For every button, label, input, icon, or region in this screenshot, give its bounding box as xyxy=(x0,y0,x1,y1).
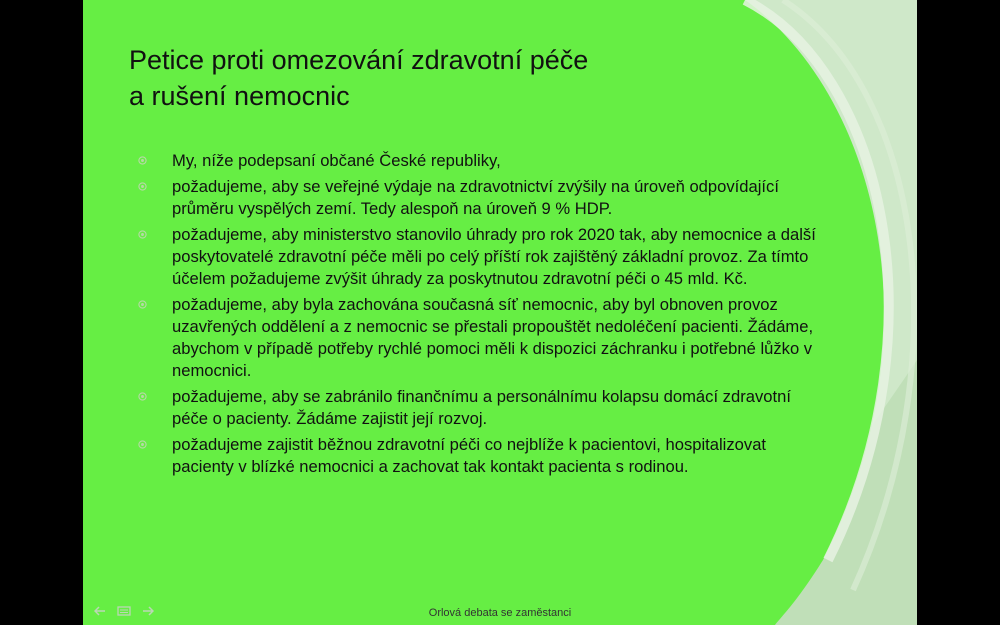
bullet-item xyxy=(138,386,828,430)
slide-footer: Orlová debata se zaměstanci xyxy=(428,607,572,619)
bullet-text: požadujeme, aby ministerstvo stanovilo úhrady pro rok 2020 tak, aby nemocnice a další poskytovatelé zdravotní péče měli po celý příští rok zajištěný základní provoz. Za tímto účelem požadujeme zvýšit úhrady za poskytnutou zdravotní péči o 45 mld. Kč. xyxy=(172,225,816,288)
bullet-circle-icon xyxy=(138,156,147,165)
bullet-circle-icon xyxy=(138,230,147,239)
bullet-item xyxy=(138,224,828,290)
slide xyxy=(83,0,917,625)
bullet-item xyxy=(138,434,828,478)
slide-title xyxy=(129,42,869,114)
title-line-2: a rušení nemocnic xyxy=(129,81,350,111)
bullet-circle-icon xyxy=(138,300,147,309)
bullet-circle-icon xyxy=(138,182,147,191)
bullet-list xyxy=(138,150,828,482)
bullet-text: požadujeme zajistit běžnou zdravotní péči co nejblíže k pacientovi, hospitalizovat pacienty v blízké nemocnici a zachovat tak kontakt pacienta s rodinou. xyxy=(172,435,767,476)
bullet-text: My, níže podepsaní občané České republiky, xyxy=(172,151,501,170)
bullet-item xyxy=(138,294,828,382)
title-line-1: Petice proti omezování zdravotní péče xyxy=(129,45,589,75)
bullet-circle-icon xyxy=(138,392,147,401)
bullet-text: požadujeme, aby byla zachována současná síť nemocnic, aby byl obnoven provoz uzavřených oddělení a z nemocnic se přestali propouštět nedoléčení pacienti. Žádáme, abychom v případě potřeby rychlé pomoci měli k dispozici záchranku i potřebné lůžko v nemocnici. xyxy=(172,295,814,380)
bullet-circle-icon xyxy=(138,440,147,449)
bullet-text: požadujeme, aby se zabránilo finančnímu a personálnímu kolapsu domácí zdravotní péče o pacienty. Žádáme zajistit její rozvoj. xyxy=(172,387,791,428)
bullet-item xyxy=(138,150,828,172)
bullet-text: požadujeme, aby se veřejné výdaje na zdravotnictví zvýšily na úroveň odpovídající průměru vyspělých zemí. Tedy alespoň na úroveň 9 % HDP. xyxy=(172,177,779,218)
bullet-item xyxy=(138,176,828,220)
